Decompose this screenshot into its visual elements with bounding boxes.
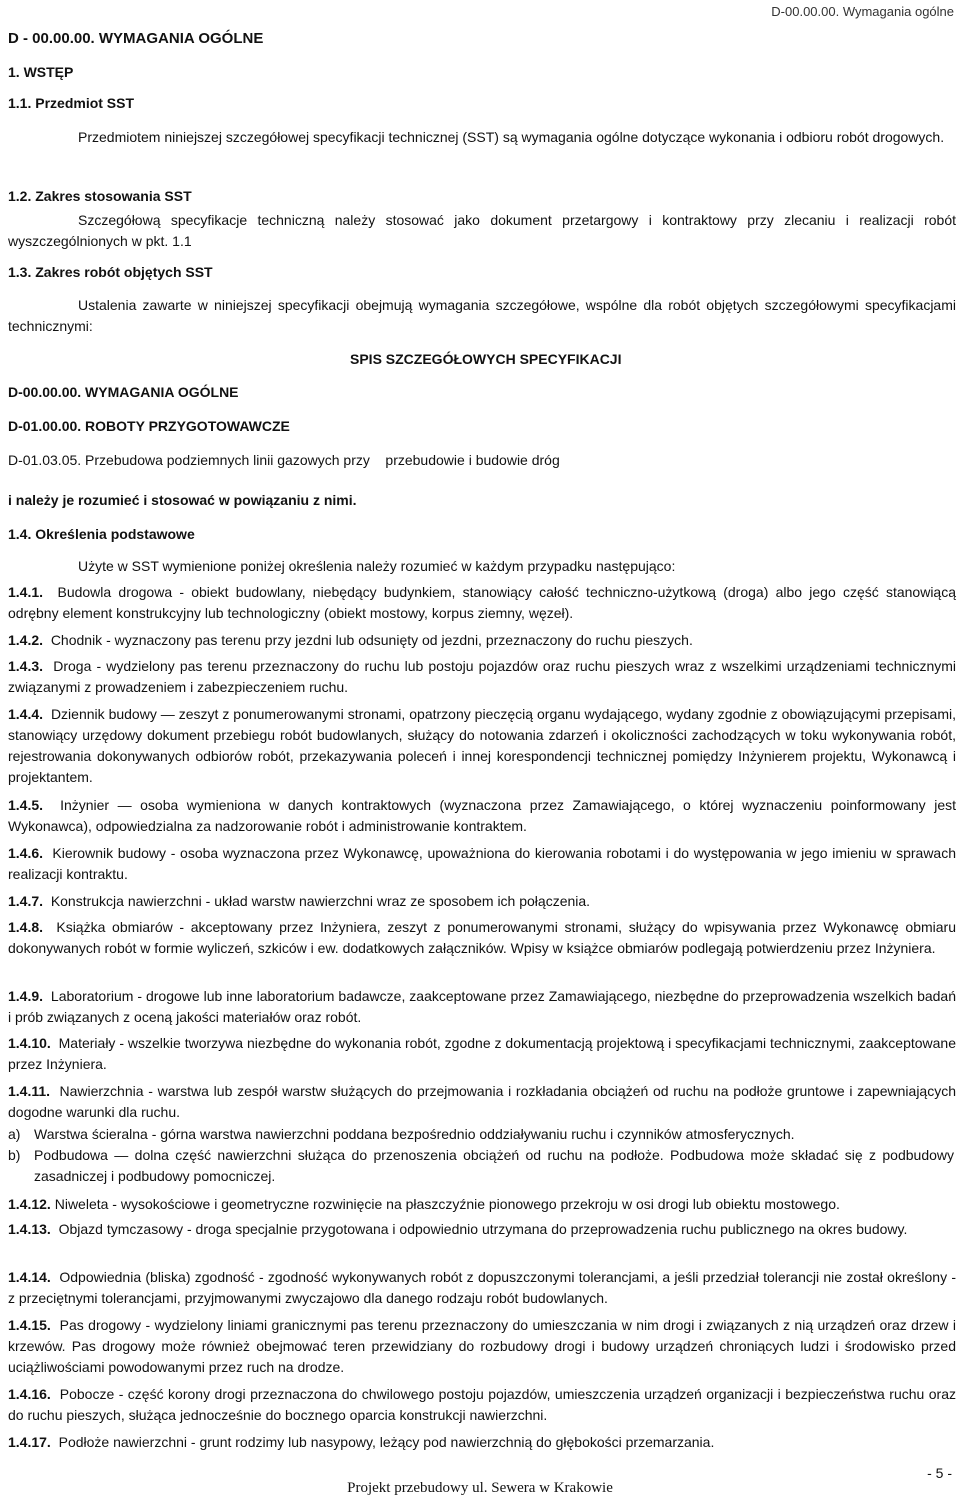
definition-text: Książka obmiarów - akceptowany przez Inżyniera, zeszyt z ponumerowanymi stronami, służący do wpisywania przez Wykonawcę obmiaru dokonywanych robót w formie wyliczeń, szkiców i ew. dodatkowych załączników. Wpisy w książce obmiarów podlegają potwierdzeniu przez Inżyniera. (8, 919, 957, 956)
definition-number: 1.4.1. (8, 584, 44, 600)
definition-item (8, 1384, 956, 1426)
definition-number: 1.4.13. (8, 1221, 51, 1237)
paragraph-1-2: Szczegółową specyfikacje techniczną należy stosować jako dokument przetargowy i kontraktowy przy zlecaniu i realizacji robót wyszczególnionych w pkt. 1.1 (8, 212, 956, 249)
definition-number: 1.4.11. (8, 1083, 51, 1099)
definition-text: Niweleta - wysokościowe i geometryczne rozwinięcie na płaszczyźnie pionowego przekroju w osi drogi lub obiektu mostowego. (54, 1196, 840, 1212)
definition-text: Podłoże nawierzchni - grunt rodzimy lub nasypowy, leżący pod nawierzchnią do głębokości przemarzania. (58, 1434, 715, 1450)
sublist-item (8, 1124, 956, 1145)
definition-text: Dziennik budowy — zeszyt z ponumerowanymi stronami, opatrzony pieczęcią organu wydającego, wydany zgodnie z obowiązującymi przepisami, stanowiący urzędowy dokument przebiegu robót budowlanych, służący do notowania zdarzeń i okoliczności zachodzących w toku wykonywania robót, rejestrowania dokonywanych odbiorów robót, przekazywania poleceń i innej korespondencji technicznej pomiędzy Inżynierem projektu, Wykonawcą i projektantem. (8, 706, 957, 785)
definition-text: Chodnik - wyznaczony pas terenu przy jezdni lub odsunięty od jezdni, przeznaczony do ruchu pieszych. (50, 632, 693, 648)
definition-text: Odpowiednia (bliska) zgodność - zgodność wykonywanych robót z dopuszczonymi tolerancjami, a jeśli przedział tolerancji nie został określony - z przeciętnymi tolerancjami, przyjmowanymi zwyczajowo dla danego rodzaju robót budowlanych. (8, 1269, 957, 1306)
definition-number: 1.4.9. (8, 988, 44, 1004)
definition-text: Konstrukcja nawierzchni - układ warstw nawierzchni wraz ze sposobem ich połączenia. (50, 893, 591, 909)
definition-number: 1.4.14. (8, 1269, 51, 1285)
definition-text: Objazd tymczasowy - droga specjalnie przygotowana i odpowiednio utrzymana do przeprowadzenia ruchu publicznego na okres budowy. (58, 1221, 908, 1237)
definition-number: 1.4.15. (8, 1317, 51, 1333)
definition-number: 1.4.12. (8, 1196, 51, 1212)
sublist-label: b) (8, 1147, 21, 1163)
definition-item (8, 1081, 956, 1123)
definition-item (8, 843, 956, 885)
definition-text: Nawierzchnia - warstwa lub zespół warstw służących do przejmowania i rozkładania obciążeń od ruchu na podłoże gruntowe i zapewniających dogodne warunki dla ruchu. (8, 1083, 957, 1120)
spec-list-note: i należy je rozumieć i stosować w powiązaniu z nimi. (8, 492, 357, 508)
definition-number: 1.4.16. (8, 1386, 51, 1402)
definition-number: 1.4.5. (8, 797, 44, 813)
definition-item (8, 630, 956, 651)
definition-text: Budowla drogowa - obiekt budowlany, niebędący budynkiem, stanowiący całość techniczno-użytkową (droga) albo jego część stanowiącą odrębny element konstrukcyjny lub technologiczny (obiekt mostowy, korpus ziemny, węzeł). (8, 584, 957, 621)
definition-item (8, 1219, 956, 1240)
definition-item (8, 656, 956, 698)
definition-item (8, 1033, 956, 1075)
sublist-text: Podbudowa — dolna część nawierzchni służąca do przenoszenia obciążeń od ruchu na podłoże. Podbudowa może składać się z podbudowy zasadniczej i podbudowy pomocniczej. (34, 1147, 954, 1184)
definition-number: 1.4.7. (8, 893, 44, 909)
section-heading-1-1: 1.1. Przedmiot SST (8, 95, 135, 111)
definition-text: Droga - wydzielony pas terenu przeznaczony do ruchu lub postoju pojazdów oraz ruchu pieszych wraz z wszelkimi urządzeniami technicznymi związanymi z prowadzeniem i zabezpieczeniem ruchu. (8, 658, 956, 695)
definition-text: Inżynier — osoba wymieniona w danych kontraktowych (wyznaczona przez Zamawiającego, o której wyznaczeniu poinformowany jest Wykonawca), odpowiedzialna za nadzorowanie robót i administrowanie kontraktem. (8, 797, 956, 834)
page-number: - 5 - (927, 1465, 952, 1481)
footer-title: Projekt przebudowy ul. Sewera w Krakowie (347, 1480, 613, 1496)
definition-text: Pobocze - część korony drogi przeznaczona do chwilowego postoju pojazdów, umieszczenia urządzeń organizacji i bezpieczeństwa ruchu oraz do ruchu pieszych, służąca jednocześnie do bocznego oparcia konstrukcji nawierzchni. (8, 1386, 956, 1423)
definition-item (8, 1432, 956, 1453)
definition-number: 1.4.3. (8, 658, 44, 674)
paragraph-1-4-intro: Użyte w SST wymienione poniżej określenia należy rozumieć w każdym przypadku następująco: (78, 558, 676, 574)
sublist-label: a) (8, 1126, 21, 1142)
definition-item (8, 795, 956, 837)
definition-number: 1.4.17. (8, 1434, 51, 1450)
definition-item (8, 582, 956, 624)
definition-number: 1.4.8. (8, 919, 44, 935)
section-heading-1-2: 1.2. Zakres stosowania SST (8, 188, 192, 204)
definition-text: Pas drogowy - wydzielony liniami granicznymi pas terenu przeznaczony do umieszczania w nim drogi i związanych z nią urządzeń oraz drzew i krzewów. Pas drogowy może również obejmować teren przewidziany do rozbudowy drogi i budowy urządzeń chroniących ludzi i środowisko przed uciążliwościami powodowanymi przez ruch na drodze. (8, 1317, 957, 1375)
definition-item (8, 891, 956, 912)
sublist-text: Warstwa ścieralna - górna warstwa nawierzchni poddana bezpośrednio oddziaływaniu ruchu i czynników atmosferycznych. (34, 1126, 795, 1142)
definition-item (8, 1315, 956, 1378)
definition-item (8, 1267, 956, 1309)
definition-item (8, 986, 956, 1028)
definition-text: Kierownik budowy - osoba wyznaczona przez Wykonawcę, upoważniona do kierowania robotami i do występowania w jego imieniu w sprawach realizacji kontraktu. (8, 845, 957, 882)
definition-item (8, 917, 956, 959)
section-heading-1-4: 1.4. Określenia podstawowe (8, 526, 195, 542)
definition-text: Laboratorium - drogowe lub inne laboratorium badawcze, zaakceptowane przez Zamawiającego, niezbędne do przeprowadzenia wszelkich badań i prób związanych z oceną jakości materiałów oraz robót. (8, 988, 956, 1025)
section-heading-1: 1. WSTĘP (8, 64, 74, 80)
spec-list-item: D-01.00.00. ROBOTY PRZYGOTOWAWCZE (8, 418, 290, 434)
paragraph-1-1: Przedmiotem niniejszej szczegółowej specyfikacji technicznej (SST) są wymagania ogólne dotyczące wykonania i odbioru robót drogowych. (78, 129, 945, 145)
running-header: D-00.00.00. Wymagania ogólne (771, 4, 954, 19)
sublist-item (8, 1145, 956, 1187)
definition-item (8, 704, 956, 788)
spec-list-heading: SPIS SZCZEGÓŁOWYCH SPECYFIKACJI (350, 351, 622, 367)
spec-list-item: D-01.03.05. Przebudowa podziemnych linii gazowych przy przebudowie i budowie dróg (8, 452, 560, 468)
definition-item (8, 1194, 956, 1215)
section-heading-1-3: 1.3. Zakres robót objętych SST (8, 264, 213, 280)
definition-number: 1.4.2. (8, 632, 44, 648)
definition-text: Materiały - wszelkie tworzywa niezbędne do wykonania robót, zgodne z dokumentacją projektową i specyfikacjami technicznymi, zaakceptowane przez Inżyniera. (8, 1035, 957, 1072)
definition-number: 1.4.6. (8, 845, 44, 861)
paragraph-1-3: Ustalenia zawarte w niniejszej specyfikacji obejmują wymagania szczegółowe, wspólne dla robót objętych szczegółowymi specyfikacjami technicznymi: (8, 297, 956, 334)
definition-number: 1.4.4. (8, 706, 44, 722)
document-title: D - 00.00.00. WYMAGANIA OGÓLNE (8, 30, 264, 47)
definition-number: 1.4.10. (8, 1035, 51, 1051)
spec-list-item: D-00.00.00. WYMAGANIA OGÓLNE (8, 384, 239, 400)
